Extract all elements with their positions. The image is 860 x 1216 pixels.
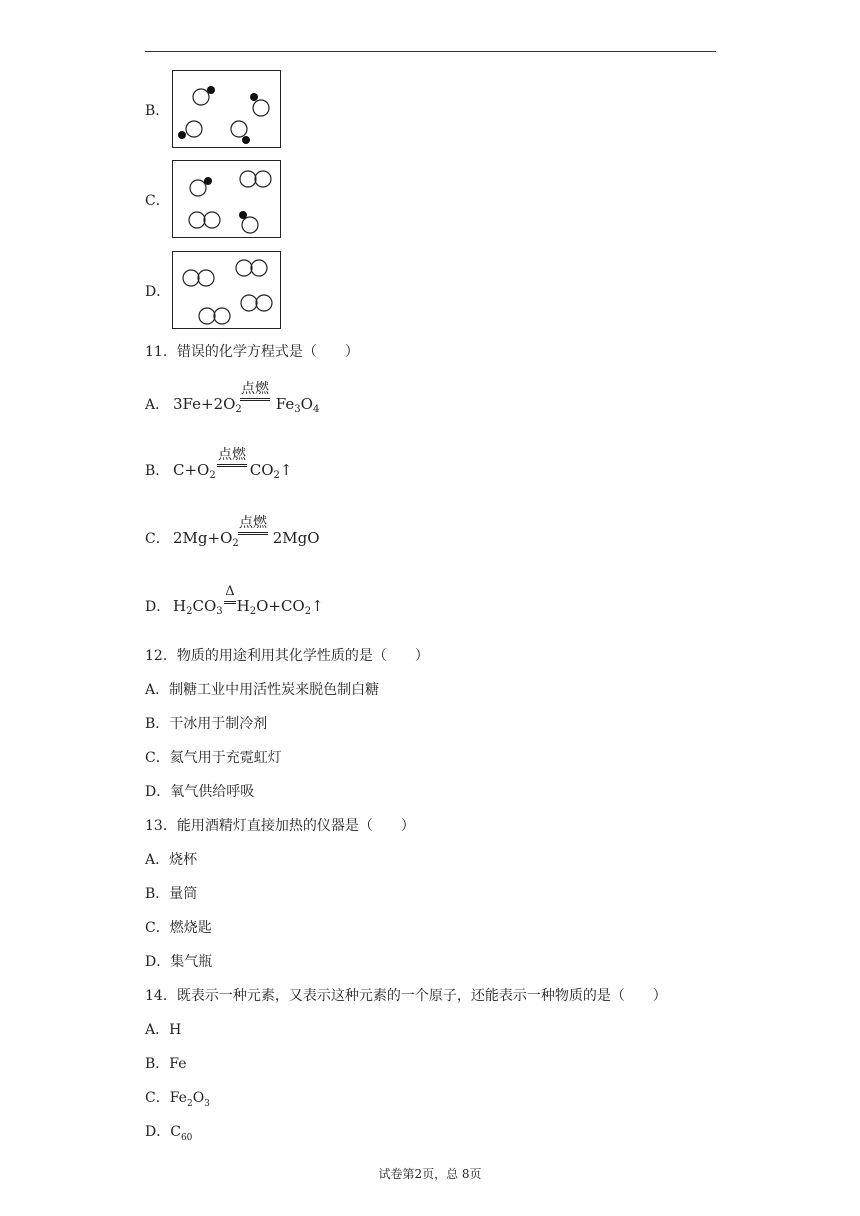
q13-option-b: B．量筒 bbox=[145, 886, 198, 902]
q10-option-c-label: C． bbox=[145, 193, 170, 209]
q11-d-condition: Δ bbox=[225, 584, 235, 599]
q11-option-c: C． $2Mg+O_2$ 2MgO bbox=[145, 529, 320, 549]
q14-option-c: C．$Fe_2O_3$ bbox=[145, 1090, 210, 1109]
q11-question: 11．错误的化学方程式是（ ） bbox=[145, 344, 359, 360]
up-arrow-icon: ↑ bbox=[279, 461, 293, 479]
q13-option-a: A．烧杯 bbox=[145, 852, 198, 868]
q12-option-c: C．氦气用于充霓虹灯 bbox=[145, 750, 282, 766]
q10-option-d-label: D． bbox=[145, 284, 171, 300]
q14-option-a: A．H bbox=[145, 1022, 182, 1038]
q11-option-b: B． $C+O_2$ $CO_2↑$ bbox=[145, 461, 293, 481]
header-rule bbox=[145, 51, 716, 52]
q14-option-d: D．$C_{60}$ bbox=[145, 1124, 193, 1143]
q14-question: 14．既表示一种元素，又表示这种元素的一个原子，还能表示一种物质的是（ ） bbox=[145, 988, 667, 1004]
q10-option-b-diagram bbox=[172, 70, 281, 148]
q11-a-condition: 点燃 bbox=[241, 381, 269, 397]
q11-option-a: A． $3Fe+2O_2$ $Fe_3O_4$ bbox=[145, 395, 320, 415]
q10-option-b-label: B． bbox=[145, 103, 170, 119]
q11-option-d: D． $H_2CO_3$ $H_2O+CO_2↑$ bbox=[145, 597, 324, 617]
q14-option-b: B．Fe bbox=[145, 1056, 187, 1072]
q10-option-d-diagram bbox=[172, 251, 281, 329]
q11-b-condition: 点燃 bbox=[218, 447, 246, 463]
q13-question: 13．能用酒精灯直接加热的仪器是（ ） bbox=[145, 818, 415, 834]
q12-option-d: D．氧气供给呼吸 bbox=[145, 784, 255, 800]
q13-option-d: D．集气瓶 bbox=[145, 954, 213, 970]
page-footer: 试卷第2页，总 8页 bbox=[378, 1167, 482, 1181]
q12-option-b: B．干冰用于制冷剂 bbox=[145, 716, 268, 732]
up-arrow-icon: ↑ bbox=[311, 597, 324, 615]
q12-option-a: A．制糖工业中用活性炭来脱色制白糖 bbox=[145, 682, 380, 698]
q13-option-c: C．燃烧匙 bbox=[145, 920, 212, 936]
q10-option-c-diagram bbox=[172, 160, 281, 238]
q11-c-condition: 点燃 bbox=[239, 515, 267, 531]
q12-question: 12．物质的用途利用其化学性质的是（ ） bbox=[145, 648, 429, 664]
